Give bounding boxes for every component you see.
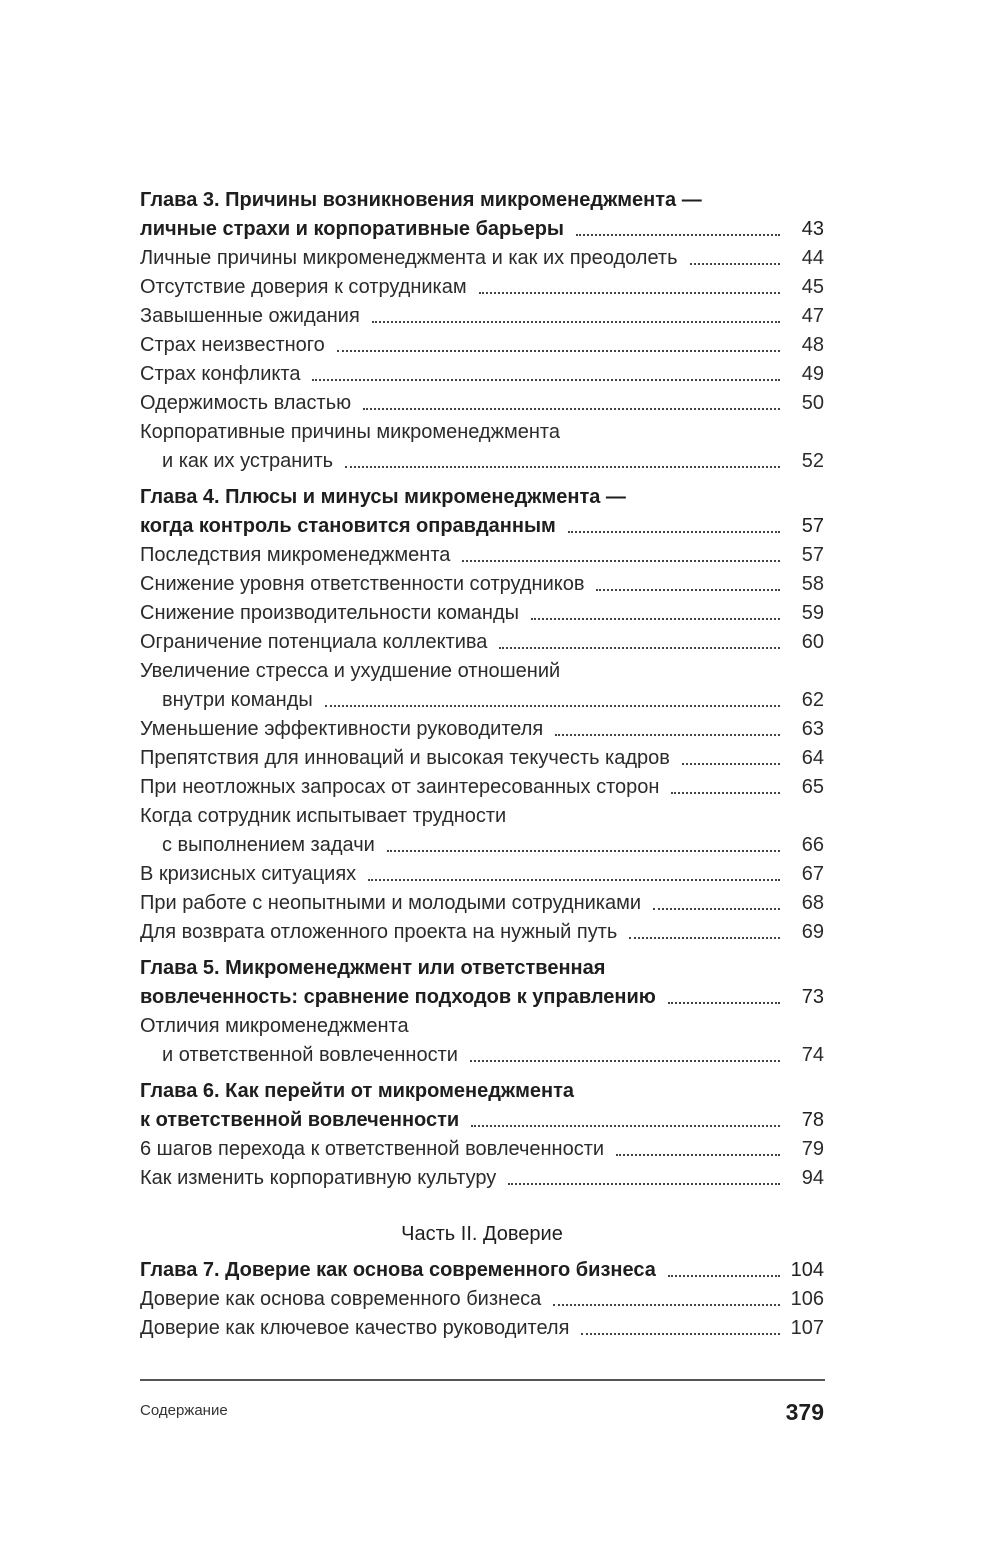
toc-section-entry[interactable] xyxy=(140,657,824,715)
toc-section-entry[interactable] xyxy=(140,1135,824,1164)
table-of-contents-part-2 xyxy=(140,1256,824,1343)
toc-line xyxy=(140,773,824,802)
toc-entry-title: Страх конфликта xyxy=(140,363,301,385)
toc-line xyxy=(140,628,824,657)
toc-entry-title: Корпоративные причины микроменеджмента xyxy=(140,421,560,443)
toc-section-entry[interactable] xyxy=(140,1164,824,1193)
dot-leader xyxy=(325,686,780,715)
toc-chapter-entry[interactable] xyxy=(140,1077,824,1135)
toc-page-number: 57 xyxy=(801,515,824,537)
toc-page-number: 50 xyxy=(801,392,824,414)
toc-line xyxy=(140,1012,824,1041)
table-of-contents xyxy=(140,186,824,1193)
toc-chapter-entry[interactable] xyxy=(140,954,824,1012)
toc-line xyxy=(140,1256,824,1285)
toc-entry-title: Глава 3. Причины возникновения микроменеджмента — xyxy=(140,189,702,211)
toc-line xyxy=(140,331,824,360)
toc-page-number: 104 xyxy=(790,1259,824,1281)
toc-line xyxy=(140,541,824,570)
toc-section-entry[interactable] xyxy=(140,331,824,360)
part-heading: Часть II. Доверие xyxy=(401,1223,563,1245)
toc-entry-title: с выполнением задачи xyxy=(162,834,375,856)
toc-page-number: 68 xyxy=(801,892,824,914)
toc-page-number: 60 xyxy=(801,631,824,653)
toc-page-number: 64 xyxy=(801,747,824,769)
toc-line xyxy=(140,483,824,512)
toc-page-number: 59 xyxy=(801,602,824,624)
toc-section-entry[interactable] xyxy=(140,360,824,389)
toc-page-number: 67 xyxy=(801,863,824,885)
dot-leader xyxy=(671,773,780,802)
toc-section-entry[interactable] xyxy=(140,744,824,773)
toc-line xyxy=(140,1135,824,1164)
toc-entry-title: Увеличение стресса и ухудшение отношений xyxy=(140,660,561,682)
toc-section-entry[interactable] xyxy=(140,628,824,657)
toc-page-number: 74 xyxy=(801,1044,824,1066)
toc-line xyxy=(140,802,824,831)
toc-page-number: 79 xyxy=(801,1138,824,1160)
dot-leader xyxy=(616,1135,780,1164)
toc-page-number: 106 xyxy=(790,1288,824,1310)
toc-entry-title: Как изменить корпоративную культуру xyxy=(140,1167,497,1189)
toc-page-number: 49 xyxy=(801,363,824,385)
dot-leader xyxy=(531,599,780,628)
dot-leader xyxy=(596,570,780,599)
dot-leader xyxy=(471,1106,780,1135)
toc-entry-title: Глава 6. Как перейти от микроменеджмента xyxy=(140,1080,574,1102)
dot-leader xyxy=(372,302,780,331)
toc-page-number: 73 xyxy=(801,986,824,1008)
dot-leader xyxy=(337,331,780,360)
toc-page-number: 62 xyxy=(801,689,824,711)
toc-section-entry[interactable] xyxy=(140,889,824,918)
toc-entry-title: личные страхи и корпоративные барьеры xyxy=(140,218,564,240)
toc-line xyxy=(140,512,824,541)
toc-entry-title: В кризисных ситуациях xyxy=(140,863,357,885)
toc-section-entry[interactable] xyxy=(140,715,824,744)
toc-entry-title: При работе с неопытными и молодыми сотрудниками xyxy=(140,892,642,914)
toc-entry-title: когда контроль становится оправданным xyxy=(140,515,556,537)
toc-entry-title: 6 шагов перехода к ответственной вовлеченности xyxy=(140,1138,605,1160)
dot-leader xyxy=(345,447,780,476)
dot-leader xyxy=(368,860,780,889)
dot-leader xyxy=(629,918,780,947)
toc-page-number: 52 xyxy=(801,450,824,472)
toc-line xyxy=(140,657,824,686)
running-footer-title: Содержание xyxy=(140,1402,228,1419)
toc-entry-title: Доверие как основа современного бизнеса xyxy=(140,1288,542,1310)
footer-divider xyxy=(140,1379,825,1381)
dot-leader xyxy=(363,389,780,418)
toc-entry-title: Одержимость властью xyxy=(140,392,352,414)
toc-entry-title: Отличия микроменеджмента xyxy=(140,1015,409,1037)
toc-entry-title: При неотложных запросах от заинтересованных сторон xyxy=(140,776,660,798)
dot-leader xyxy=(682,744,780,773)
toc-entry-title: Завышенные ожидания xyxy=(140,305,360,327)
toc-section-entry[interactable] xyxy=(140,1285,824,1314)
toc-line xyxy=(140,418,824,447)
toc-entry-title: Снижение производительности команды xyxy=(140,602,520,624)
toc-entry-title: Уменьшение эффективности руководителя xyxy=(140,718,544,740)
toc-entry-title: Личные причины микроменеджмента и как их преодолеть xyxy=(140,247,678,269)
dot-leader xyxy=(479,273,780,302)
toc-entry-title: Отсутствие доверия к сотрудникам xyxy=(140,276,467,298)
dot-leader xyxy=(470,1041,780,1070)
toc-page-number: 69 xyxy=(801,921,824,943)
toc-section-entry[interactable] xyxy=(140,389,824,418)
toc-line xyxy=(140,744,824,773)
toc-section-entry[interactable] xyxy=(140,1314,824,1343)
toc-section-entry[interactable] xyxy=(140,802,824,860)
dot-leader xyxy=(555,715,780,744)
toc-line xyxy=(140,715,824,744)
toc-chapter-entry[interactable] xyxy=(140,1256,824,1285)
dot-leader xyxy=(499,628,780,657)
toc-chapter-entry[interactable] xyxy=(140,186,824,244)
toc-section-entry[interactable] xyxy=(140,773,824,802)
toc-entry-title: Глава 5. Микроменеджмент или ответственная xyxy=(140,957,606,979)
toc-section-entry[interactable] xyxy=(140,918,824,947)
toc-line xyxy=(140,686,824,715)
toc-entry-title: вовлеченность: сравнение подходов к управлению xyxy=(140,986,656,1008)
toc-entry-title: Страх неизвестного xyxy=(140,334,325,356)
toc-section-entry[interactable] xyxy=(140,418,824,476)
toc-page-number: 48 xyxy=(801,334,824,356)
toc-section-entry[interactable] xyxy=(140,1012,824,1070)
toc-entry-title: Для возврата отложенного проекта на нужный путь xyxy=(140,921,618,943)
dot-leader xyxy=(581,1314,780,1343)
toc-entry-title: Последствия микроменеджмента xyxy=(140,544,451,566)
toc-section-entry[interactable] xyxy=(140,302,824,331)
toc-line xyxy=(140,831,824,860)
toc-line xyxy=(140,1106,824,1135)
dot-leader xyxy=(668,1256,780,1285)
toc-entry-title: и как их устранить xyxy=(162,450,334,472)
toc-line xyxy=(140,1164,824,1193)
toc-chapter-entry[interactable] xyxy=(140,483,824,541)
toc-page-number: 63 xyxy=(801,718,824,740)
dot-leader xyxy=(387,831,780,860)
toc-line xyxy=(140,302,824,331)
toc-page-number: 57 xyxy=(801,544,824,566)
toc-page-number: 66 xyxy=(801,834,824,856)
dot-leader xyxy=(576,215,780,244)
toc-page-number: 45 xyxy=(801,276,824,298)
toc-section-entry[interactable] xyxy=(140,273,824,302)
toc-page-number: 47 xyxy=(801,305,824,327)
dot-leader xyxy=(508,1164,780,1193)
toc-line xyxy=(140,186,824,215)
toc-line xyxy=(140,215,824,244)
toc-entry-title: Когда сотрудник испытывает трудности xyxy=(140,805,507,827)
toc-line xyxy=(140,954,824,983)
toc-line xyxy=(140,918,824,947)
toc-entry-title: Глава 7. Доверие как основа современного бизнеса xyxy=(140,1259,656,1281)
toc-line xyxy=(140,983,824,1012)
toc-line xyxy=(140,1314,824,1343)
toc-entry-title: к ответственной вовлеченности xyxy=(140,1109,460,1131)
toc-entry-title: внутри команды xyxy=(162,689,313,711)
toc-page-number: 65 xyxy=(801,776,824,798)
dot-leader xyxy=(653,889,780,918)
page-number: 379 xyxy=(785,1399,824,1425)
dot-leader xyxy=(568,512,780,541)
toc-page-number: 58 xyxy=(801,573,824,595)
dot-leader xyxy=(668,983,780,1012)
toc-line xyxy=(140,599,824,628)
toc-entry-title: Глава 4. Плюсы и минусы микроменеджмента — xyxy=(140,486,626,508)
dot-leader xyxy=(553,1285,780,1314)
dot-leader xyxy=(462,541,780,570)
toc-line xyxy=(140,360,824,389)
toc-page-number: 78 xyxy=(801,1109,824,1131)
toc-section-entry[interactable] xyxy=(140,599,824,628)
toc-entry-title: и ответственной вовлеченности xyxy=(162,1044,458,1066)
toc-section-entry[interactable] xyxy=(140,541,824,570)
toc-line xyxy=(140,1285,824,1314)
toc-line xyxy=(140,244,824,273)
toc-page-number: 107 xyxy=(790,1317,824,1339)
toc-line xyxy=(140,273,824,302)
dot-leader xyxy=(690,244,780,273)
toc-line xyxy=(140,889,824,918)
toc-entry-title: Ограничение потенциала коллектива xyxy=(140,631,488,653)
toc-section-entry[interactable] xyxy=(140,860,824,889)
toc-entry-title: Снижение уровня ответственности сотрудников xyxy=(140,573,585,595)
toc-line xyxy=(140,389,824,418)
toc-section-entry[interactable] xyxy=(140,244,824,273)
toc-page-number: 94 xyxy=(801,1167,824,1189)
toc-entry-title: Доверие как ключевое качество руководителя xyxy=(140,1317,570,1339)
toc-page-number: 44 xyxy=(801,247,824,269)
toc-line xyxy=(140,570,824,599)
toc-line xyxy=(140,447,824,476)
dot-leader xyxy=(312,360,780,389)
toc-line xyxy=(140,860,824,889)
toc-line xyxy=(140,1077,824,1106)
toc-line xyxy=(140,1041,824,1070)
toc-entry-title: Препятствия для инноваций и высокая текучесть кадров xyxy=(140,747,670,769)
toc-page-number: 43 xyxy=(801,218,824,240)
toc-section-entry[interactable] xyxy=(140,570,824,599)
